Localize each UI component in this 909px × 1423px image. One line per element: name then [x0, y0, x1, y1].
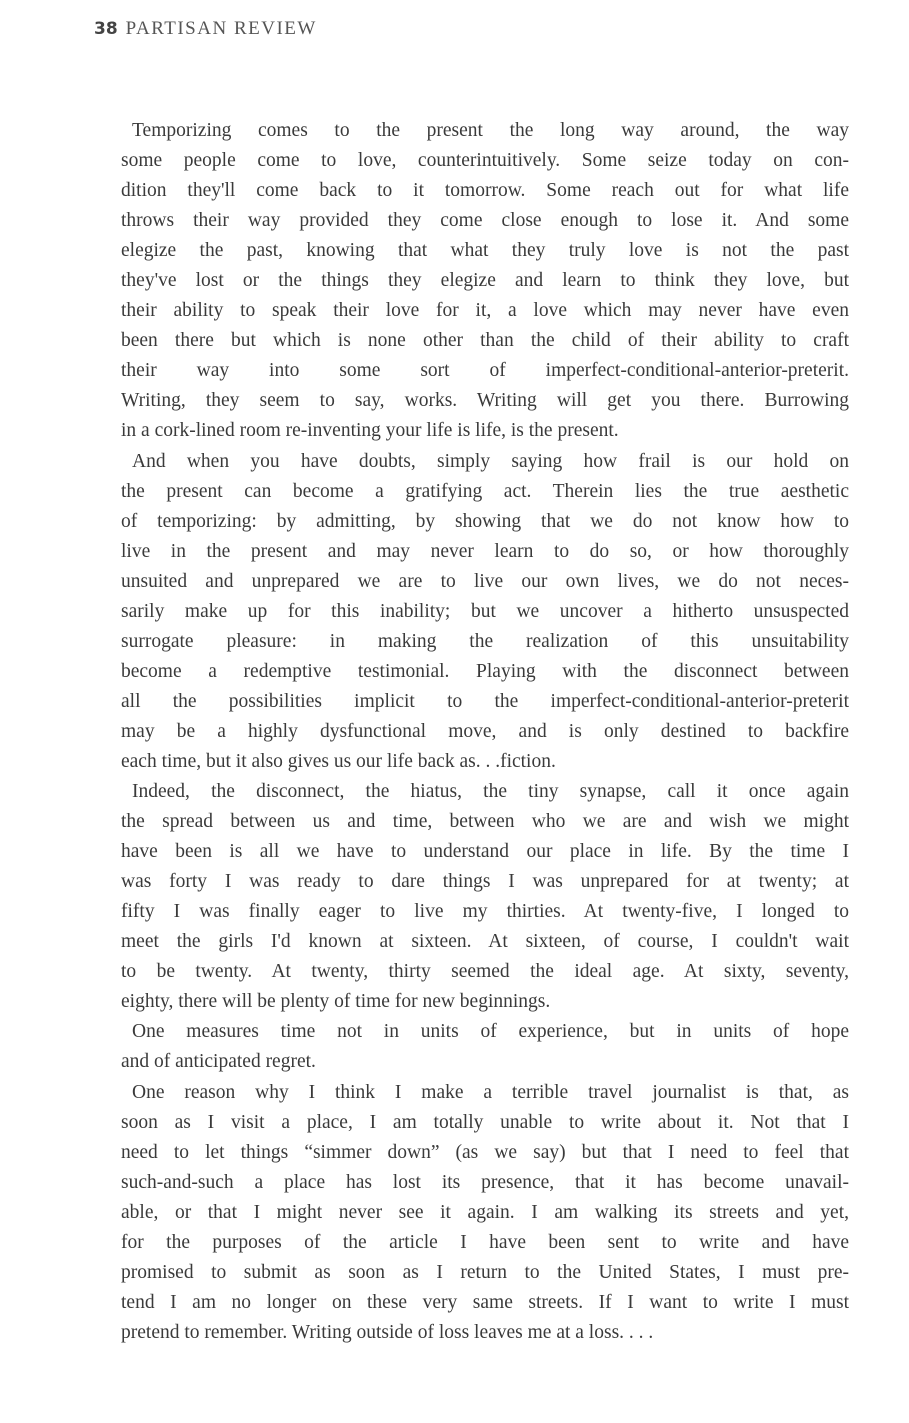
- text-line: some people come to love, counterintuitively. Some seize today on con-: [121, 150, 849, 172]
- text-line: been there but which is none other than the child of their ability to craft: [121, 330, 849, 352]
- text-line: in a cork-lined room re-inventing your life is life, is the present.: [121, 420, 619, 442]
- text-line: they've lost or the things they elegize and learn to think they love, but: [121, 270, 849, 292]
- text-line: pretend to remember. Writing outside of loss leaves me at a loss. . . .: [121, 1321, 654, 1343]
- text-line: promised to submit as soon as I return to the United States, I must pre-: [121, 1261, 849, 1283]
- text-line: may be a highly dysfunctional move, and is only destined to backfire: [121, 720, 849, 742]
- text-line: One reason why I think I make a terrible travel journalist is that, as: [132, 1081, 849, 1103]
- text-line: dition they'll come back to it tomorrow. Some reach out for what life: [121, 180, 849, 202]
- text-line: live in the present and may never learn to do so, or how thoroughly: [121, 540, 849, 562]
- body-text: [121, 116, 849, 1348]
- text-line: have been is all we have to understand our place in life. By the time I: [121, 841, 849, 863]
- text-line: the present can become a gratifying act. Therein lies the true aesthetic: [121, 480, 849, 502]
- text-line: eighty, there will be plenty of time for new beginnings.: [121, 991, 551, 1013]
- text-line: elegize the past, knowing that what they truly love is not the past: [121, 240, 849, 262]
- text-line: the spread between us and time, between who we are and wish we might: [121, 811, 849, 833]
- text-line: soon as I visit a place, I am totally unable to write about it. Not that I: [121, 1111, 849, 1133]
- text-line: for the purposes of the article I have been sent to write and have: [121, 1231, 849, 1253]
- text-line: Temporizing comes to the present the long way around, the way: [132, 120, 849, 141]
- paragraph: [121, 447, 849, 778]
- text-line: Indeed, the disconnect, the hiatus, the tiny synapse, call it once again: [132, 781, 849, 803]
- text-line: and of anticipated regret.: [121, 1051, 316, 1073]
- running-header: [94, 18, 317, 40]
- paragraph: [121, 1017, 849, 1077]
- text-line: all the possibilities implicit to the imperfect-conditional-anterior-preterit: [121, 690, 849, 712]
- text-line: able, or that I might never see it again. I am walking its streets and yet,: [121, 1201, 849, 1223]
- text-line: to be twenty. At twenty, thirty seemed the ideal age. At sixty, seventy,: [121, 961, 849, 983]
- text-line: sarily make up for this inability; but we uncover a hitherto unsuspected: [121, 600, 849, 622]
- text-line: such-and-such a place has lost its presence, that it has become unavail-: [121, 1171, 849, 1193]
- text-line: become a redemptive testimonial. Playing with the disconnect between: [121, 660, 849, 682]
- text-line: need to let things “simmer down” (as we say) but that I need to feel that: [121, 1141, 849, 1163]
- text-line: surrogate pleasure: in making the realization of this unsuitability: [121, 630, 849, 652]
- text-line: tend I am no longer on these very same streets. If I want to write I must: [121, 1291, 849, 1313]
- text-line: of temporizing: by admitting, by showing that we do not know how to: [121, 510, 849, 532]
- text-line: was forty I was ready to dare things I was unprepared for at twenty; at: [121, 871, 849, 893]
- text-line: Writing, they seem to say, works. Writing will get you there. Burrowing: [121, 390, 849, 412]
- text-line: their ability to speak their love for it, a love which may never have even: [121, 300, 849, 322]
- text-line: unsuited and unprepared we are to live our own lives, we do not neces-: [121, 570, 849, 592]
- page-number: 38: [94, 19, 118, 39]
- text-line: throws their way provided they come close enough to lose it. And some: [121, 210, 849, 232]
- text-line: One measures time not in units of experience, but in units of hope: [132, 1021, 849, 1043]
- paragraph: [121, 116, 849, 447]
- text-line: And when you have doubts, simply saying how frail is our hold on: [132, 450, 849, 472]
- text-line: each time, but it also gives us our life back as. . .fiction.: [121, 750, 556, 772]
- text-line: their way into some sort of imperfect-conditional-anterior-preterit.: [121, 360, 849, 382]
- journal-title: PARTISAN REVIEW: [125, 18, 317, 39]
- text-line: meet the girls I'd known at sixteen. At sixteen, of course, I couldn't wait: [121, 931, 849, 953]
- paragraph: [121, 777, 849, 1017]
- text-line: fifty I was finally eager to live my thirties. At twenty-five, I longed to: [121, 901, 849, 923]
- paragraph: [121, 1078, 849, 1348]
